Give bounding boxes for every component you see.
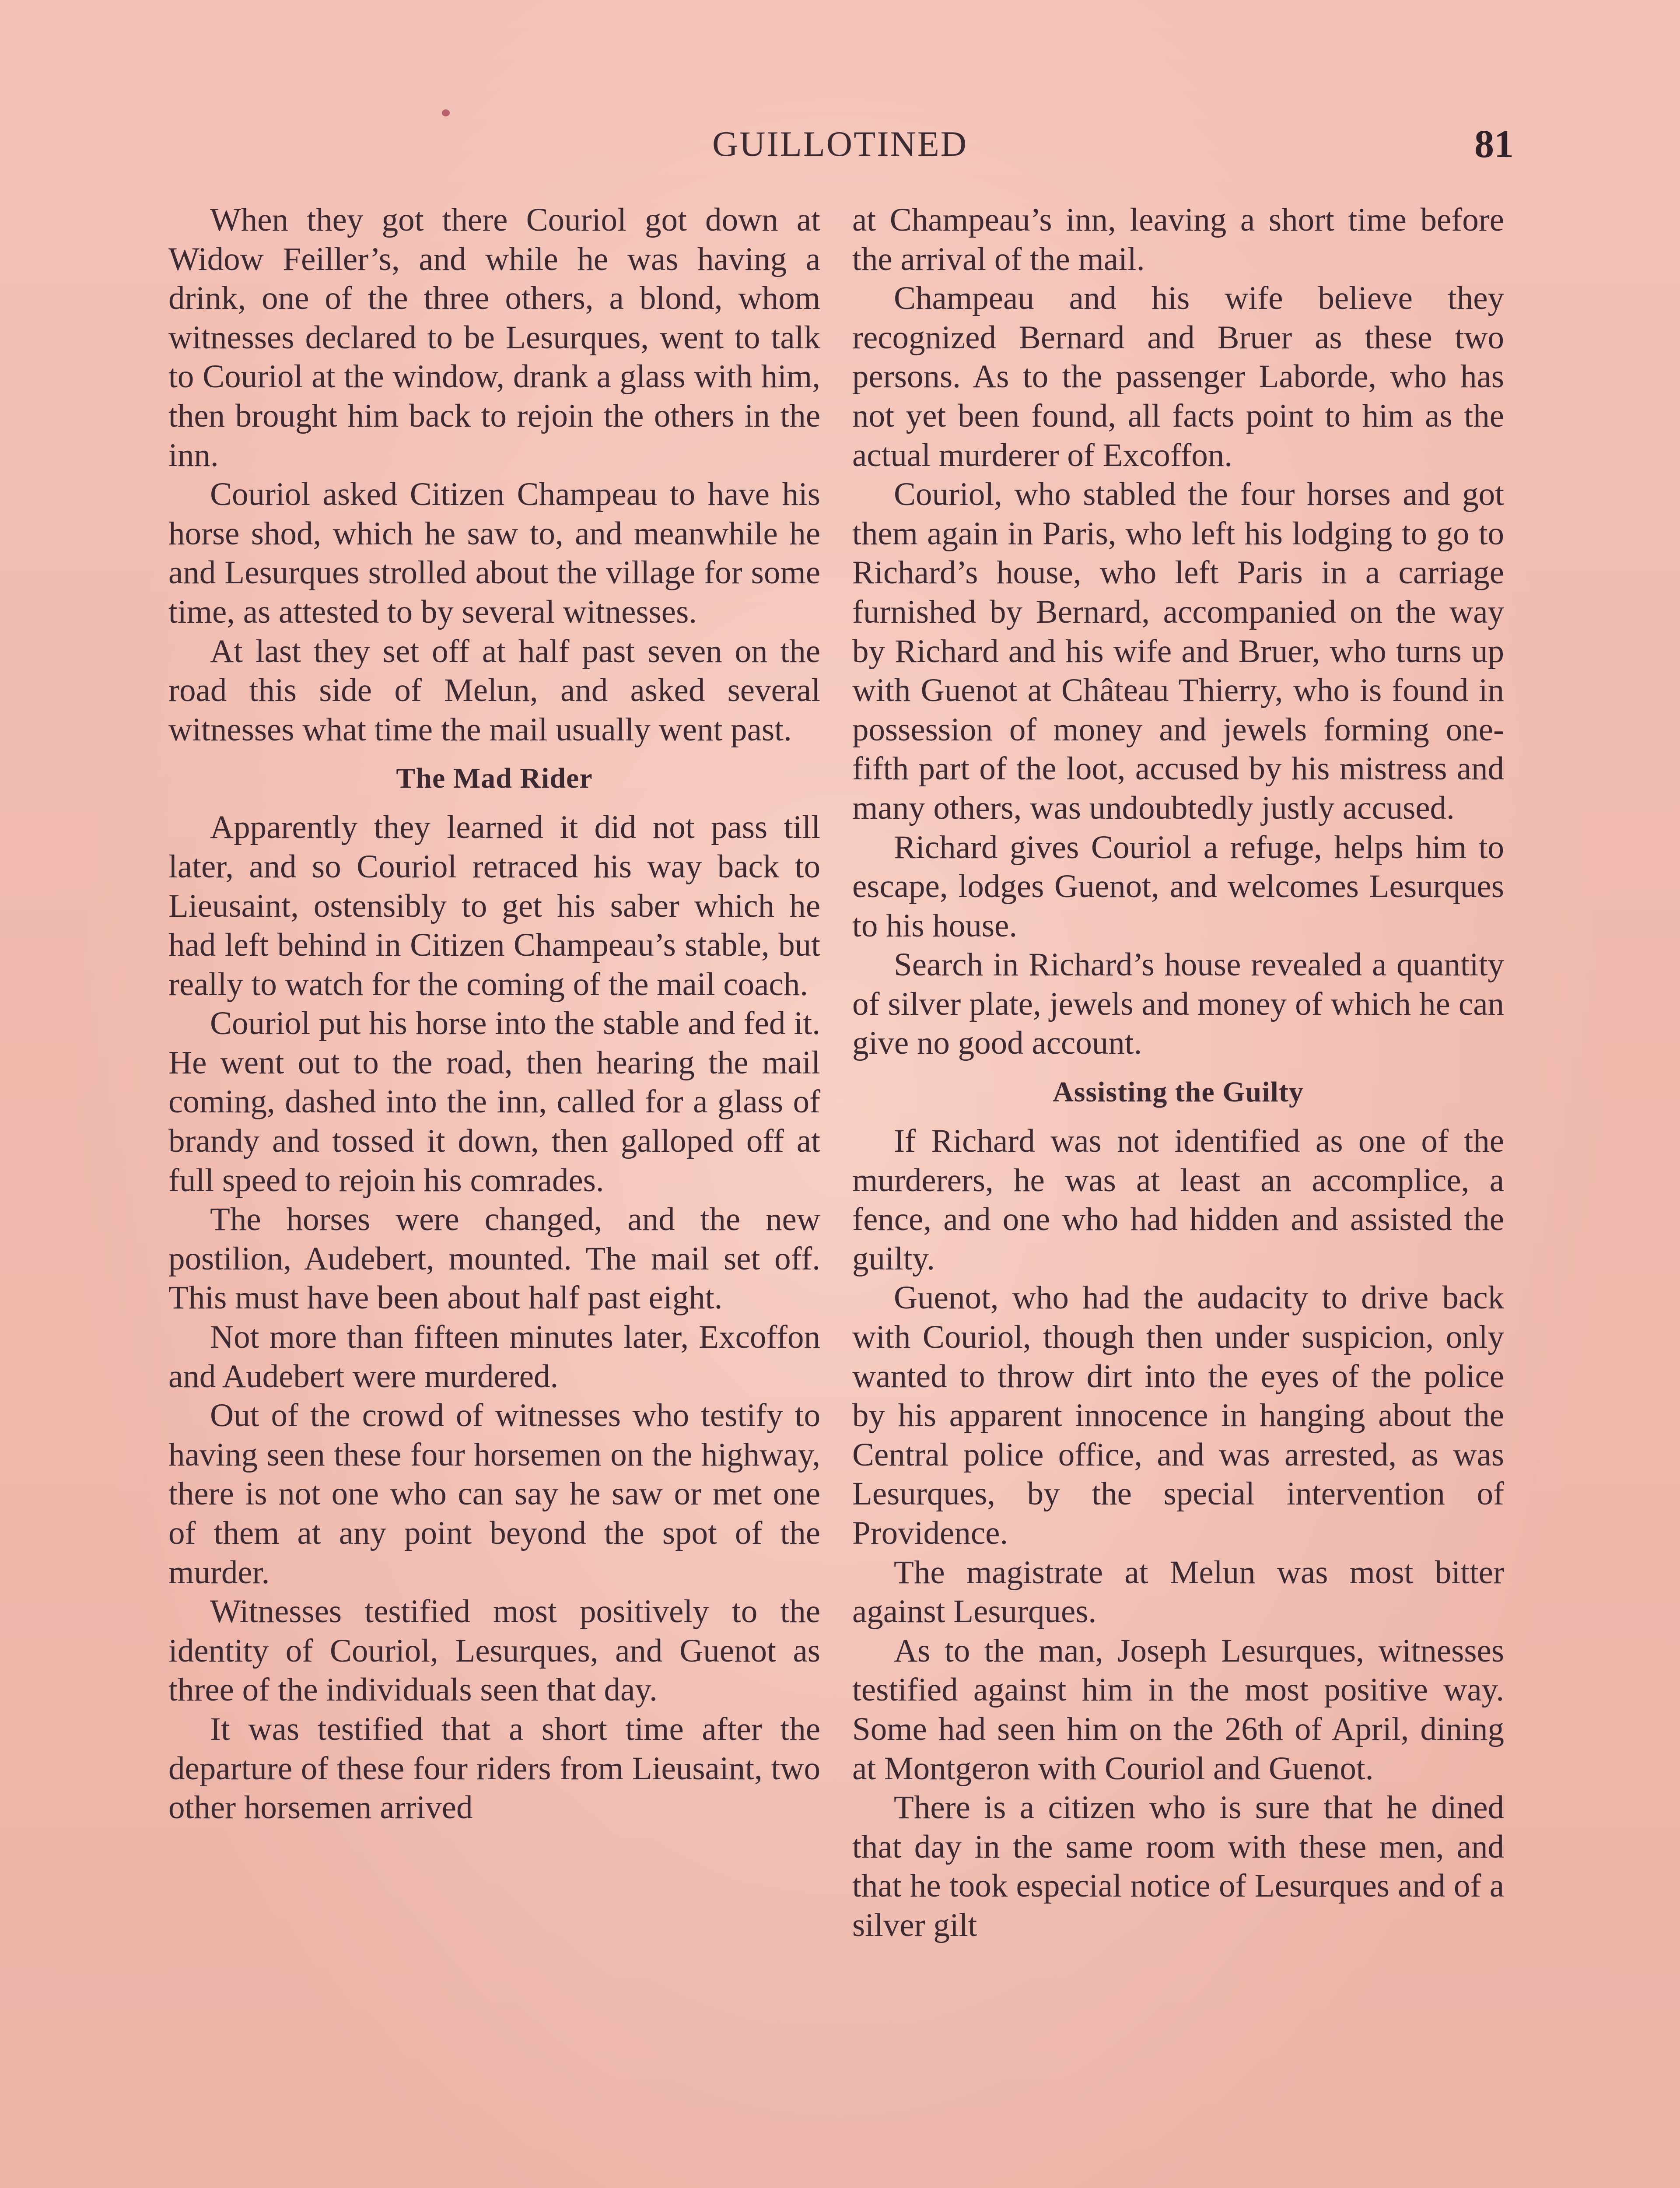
paragraph: As to the man, Joseph Lesurques, witnesses testified against him in the most positive way. Some had seen him on the 26th of April, dining at Montgeron with Couriol and Guenot. — [852, 1632, 1504, 1787]
paragraph: Richard gives Couriol a refuge, helps him to escape, lodges Guenot, and welcomes Lesurques to his house. — [852, 829, 1504, 944]
paragraph: Couriol asked Citizen Champeau to have his horse shod, which he saw to, and meanwhile he and Lesurques strolled about the village for some time, as attested to by several witnesses. — [168, 476, 820, 630]
paragraph: Search in Richard’s house revealed a quantity of silver plate, jewels and money of which he can give no good account. — [852, 947, 1504, 1062]
paragraph: Couriol put his horse into the stable and fed it. He went out to the road, then hearing the mail coming, dashed into the inn, called for a glass of brandy and tossed it down, then galloped off at full speed to rejoin his comrades. — [168, 1005, 820, 1199]
paragraph: Out of the crowd of witnesses who testify to having seen these four horsemen on the highway, there is not one who can say he saw or met one of them at any point beyond the spot of the murder. — [168, 1397, 820, 1591]
paragraph: Champeau and his wife believe they recognized Bernard and Bruer as these two persons. As to the passenger Laborde, who has not yet been found, all facts point to him as the actual murderer of Excoffon. — [852, 280, 1504, 473]
paragraph: Couriol, who stabled the four horses and got them again in Paris, who left his lodging to go to Richard’s house, who left Paris in a carriage furnished by Bernard, accompanied on the way by Richard and his wife and Bruer, who turns up with Guenot at Château Thierry, who is found in possession of money and jewels forming one-fifth part of the loot, accused by his mistress and many others, was undoubtedly justly accused. — [852, 476, 1504, 826]
page-number: 81 — [1474, 123, 1514, 166]
ink-speck — [442, 109, 450, 116]
paragraph: If Richard was not identified as one of the murderers, he was at least an accomplice, a fence, and one who had hidden and assisted the guilty. — [852, 1123, 1504, 1277]
paragraph: The magistrate at Melun was most bitter against Lesurques. — [852, 1554, 1504, 1630]
paragraph: The horses were changed, and the new postilion, Audebert, mounted. The mail set off. This must have been about half past eight. — [168, 1201, 820, 1316]
section-heading-assisting-guilty: Assisting the Guilty — [1053, 1076, 1304, 1108]
right-column — [852, 200, 1504, 1945]
section-heading-mad-rider: The Mad Rider — [396, 762, 593, 795]
paragraph: Apparently they learned it did not pass till later, and so Couriol retraced his way back to Lieusaint, ostensibly to get his saber which he had left behind in Citizen Champeau’s stable, but really to watch for the coming of the mail coach. — [168, 809, 820, 1003]
paragraph-continued: at Champeau’s inn, leaving a short time before the arrival of the mail. — [852, 202, 1504, 277]
paragraph: Not more than fifteen minutes later, Excoffon and Audebert were murdered. — [168, 1319, 820, 1395]
running-title: GUILLOTINED — [712, 124, 968, 164]
paragraph: When they got there Couriol got down at Widow Feiller’s, and while he was having a drink, one of the three others, a blond, whom witnesses declared to be Lesurques, went to talk to Couriol at the window, drank a glass with him, then brought him back to rejoin the others in the inn. — [168, 202, 820, 473]
paragraph: Guenot, who had the audacity to drive back with Couriol, though then under suspicion, only wanted to throw dirt into the eyes of the police by his apparent innocence in hanging about the Central police office, and was arrested, as was Lesurques, by the special intervention of Providence. — [852, 1280, 1504, 1551]
paragraph: It was testified that a short time after the departure of these four riders from Lieusaint, two other horsemen arrived — [168, 1711, 820, 1826]
left-column — [168, 200, 820, 1827]
paragraph: At last they set off at half past seven on the road this side of Melun, and asked several witnesses what time the mail usually went past. — [168, 633, 820, 748]
paragraph: There is a citizen who is sure that he dined that day in the same room with these men, and that he took especial notice of Lesurques and of a silver gilt — [852, 1789, 1504, 1943]
paragraph: Witnesses testified most positively to the identity of Couriol, Lesurques, and Guenot as three of the individuals seen that day. — [168, 1593, 820, 1708]
